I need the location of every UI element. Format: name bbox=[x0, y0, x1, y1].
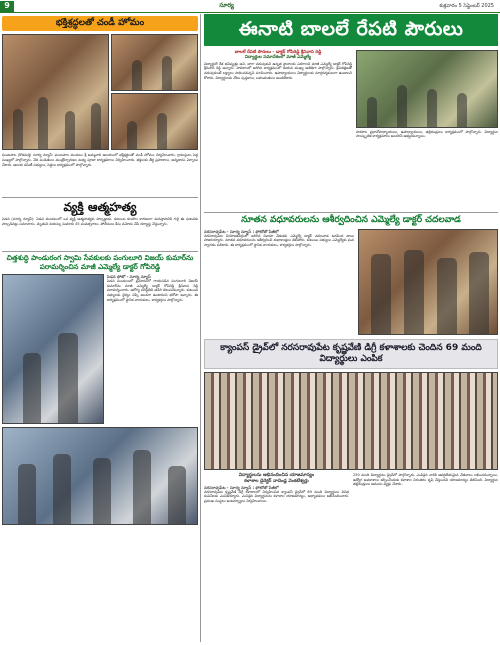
school-photo-1 bbox=[356, 50, 498, 128]
left-column bbox=[2, 14, 198, 642]
paper-name: సూర్య bbox=[219, 2, 234, 10]
homam-photo-3 bbox=[111, 93, 198, 150]
children-kicker: బాలలే రేపటి పౌరులు - డాక్టర్ గోపిరెడ్డి శ్రీనివాస రెడ్డి bbox=[234, 49, 322, 55]
homam-photos bbox=[2, 34, 198, 150]
right-column bbox=[204, 14, 498, 642]
visit-byline: పెడన ఫోటో - సూర్య న్యూస్ bbox=[107, 274, 151, 280]
visit-story: పెడన మండలంలో ప్రమాదంలో గాయపడిన పంగులూరి విజయ్ కుమార్‌ను మాజీ ఎమ్మెల్యే డాక్టర్ గోపిరెడ్డి శ్రీనివాస రెడ్డి పరామర్శించారు. ఆరోగ్య పరిస్థితిని అడిగి తెలుసుకున్నారు. కుటుంబ సభ్యులకు ధైర్యం చెప్పి అండగా ఉంటామని భరోసా ఇచ్చారు. ఈ కార్యక్రమంలో స్థానిక నాయకులు, కార్యకర్తలు పాల్గొన్నారు. bbox=[107, 279, 198, 302]
chandi-homam-story: ఘంటసాల (కొడమర్తి) సూర్య న్యూస్: ఘంటసాల మండలం శ్రీ అమ్మవారి ఆలయంలో భక్తిశ్రద్ధలతో చండీ హోమం నిర్వహించారు. గ్రామస్తులు పెద్ద సంఖ్యలో పాల్గొన్నారు. వేద పండితులు మంత్రోచ్ఛారణల మధ్య పూజా కార్యక్రమాలు నిర్వహించారు. భక్తులకు తీర్థ ప్రసాదాలు, అన్నదానం ఏర్పాటు చేశారు. ఆలయ కమిటీ సభ్యులు, పెద్దలు కార్యక్రమంలో పాల్గొన్నారు. bbox=[2, 153, 198, 167]
campus-caption: విద్యార్థులను అభినందించిన యాజమాన్యం bbox=[238, 473, 315, 479]
campus-story-cont: 250 మంది విద్యార్థులు డ్రైవ్‌లో పాల్గొన్నారు. ఎంపికైన వారికి ఆకర్షణీయమైన వేతనాలు లభించనున్నాయి. ఉద్యోగ అవకాశాలు కల్పించేందుకు కళాశాల నిరంతరం కృషి చేస్తుందని యాజమాన్యం తెలిపింది. విద్యార్థుల తల్లిదండ్రులు ఆనందం వ్యక్తం చేశారు. bbox=[353, 473, 498, 487]
wedding-headline: నూతన వధూవరులను ఆశీర్వదించిన ఎమ్మెల్యే డాక్టర్ చదలవాడ bbox=[204, 212, 498, 226]
visit-photo-2 bbox=[2, 427, 198, 525]
wedding-photo bbox=[358, 229, 498, 335]
campus-byline: నరసరావుపేట - సూర్య న్యూస్ : ఫోటోతో పేజీలో bbox=[204, 484, 279, 490]
wedding-byline: నరసరావుపేట - సూర్య న్యూస్ : ఫోటోతో పేజీలో bbox=[204, 228, 279, 234]
page-number: 9 bbox=[0, 1, 14, 12]
children-subhead: విద్యార్థుల సమావేశంలో మాజీ ఎమ్మెల్యే bbox=[244, 55, 312, 61]
children-story: విద్యార్థులే దేశ భవిష్యత్తు అని, బాగా చదువుకుని ఉన్నత స్థానాలకు ఎదగాలని మాజీ ఎమ్మెల్యే డాక్టర్ గోపిరెడ్డి శ్రీనివాస రెడ్డి అన్నారు. పాఠశాలలో జరిగిన కార్యక్రమంలో ఆయన ముఖ్య అతిథిగా పాల్గొన్నారు. క్రమశిక్షణతో చదువుకుంటే లక్ష్యాలు సాధించవచ్చని సూచించారు. ఉపాధ్యాయులు విద్యార్థులకు మార్గదర్శకులుగా ఉండాలని కోరారు. విద్యార్థులకు నోటు పుస్తకాలు, బహుమతులు అందజేశారు. bbox=[204, 61, 352, 80]
issue-date: శుక్రవారం 5 సెప్టెంబర్ 2025 bbox=[439, 2, 494, 9]
homam-photo-2 bbox=[111, 34, 198, 91]
visit-headline: చిత్తశుద్ధి పాండురంగ స్వామి సేవకులకు పంగులూరి విజయ్ కుమార్‌ను పరామర్శించిన మాజీ ఎమ్మెల్యే డాక్టర్ గోపిరెడ్డి bbox=[2, 251, 198, 271]
chandi-homam-headline: భక్తిశ్రద్ధలతో చండీ హోమం bbox=[2, 16, 198, 31]
suicide-headline: వ్యక్తి ఆత్మహత్య bbox=[2, 197, 198, 217]
students-group-photo bbox=[204, 372, 498, 470]
suicide-story: పెడన (సూర్య న్యూస్): పెడన మండలంలో ఒక వ్యక్తి ఆత్మహత్యకు పాల్పడ్డాడు. కుటుంబ కలహాల కారణంగా మనస్తాపానికి గురై ఈ ఘటనకు పాల్పడినట్లు సమాచారం. మృతుని వయస్సు సుమారు 45 సంవత్సరాలు. పోలీసులు కేసు నమోదు చేసి దర్యాప్తు చేస్తున్నారు. bbox=[2, 217, 198, 226]
campus-drive-headline: క్యాంపస్ డ్రైవ్‌లో నరసరావుపేట కృష్ణవేణి డిగ్రీ కళాశాలకు చెందిన 69 మంది విద్యార్థులు ఎంపిక bbox=[204, 339, 498, 370]
wedding-story: నరసరావుపేట నియోజకవర్గంలో జరిగిన వివాహ వేడుకకు ఎమ్మెల్యే డాక్టర్ చదలవాడ అరవింద బాబు హాజరయ్యారు. నూతన వధూవరులను ఆశీర్వదించి శుభాకాంక్షలు తెలిపారు. కుటుంబ సభ్యులు ఎమ్మెల్యేకు ఘన స్వాగతం పలికారు. ఈ కార్యక్రమంలో స్థానిక నాయకులు, కార్యకర్తలు పాల్గొన్నారు. bbox=[204, 233, 354, 247]
homam-photo-main bbox=[2, 34, 109, 150]
column-divider bbox=[200, 14, 201, 642]
children-citizens-headline: ఈనాటి బాలలే రేపటి పౌరులు bbox=[204, 14, 498, 46]
visit-photo-1 bbox=[2, 274, 104, 424]
campus-story: నరసరావుపేట కృష్ణవేణి డిగ్రీ కళాశాలలో నిర్వహించిన క్యాంపస్ డ్రైవ్‌లో 69 మంది విద్యార్థులు వివిధ కంపెనీలకు ఎంపికయ్యారు. ఎంపికైన విద్యార్థులను కళాశాల యాజమాన్యం, అధ్యాపకులు అభినందించారు. ప్రముఖ సంస్థలు ఇంటర్వ్యూలు నిర్వహించాయి. bbox=[204, 489, 349, 503]
children-story-cont: పాఠశాల ప్రధానోపాధ్యాయులు, ఉపాధ్యాయులు, తల్లిదండ్రులు కార్యక్రమంలో పాల్గొన్నారు. విద్యార్థుల సాంస్కృతిక కార్యక్రమాలు అందరినీ ఆకట్టుకున్నాయి. bbox=[356, 129, 498, 139]
campus-caption-2: కళాశాల డైరెక్టర్ నాదెండ్ల వెంకటేశ్వర్లు bbox=[244, 478, 309, 484]
masthead bbox=[0, 0, 500, 13]
